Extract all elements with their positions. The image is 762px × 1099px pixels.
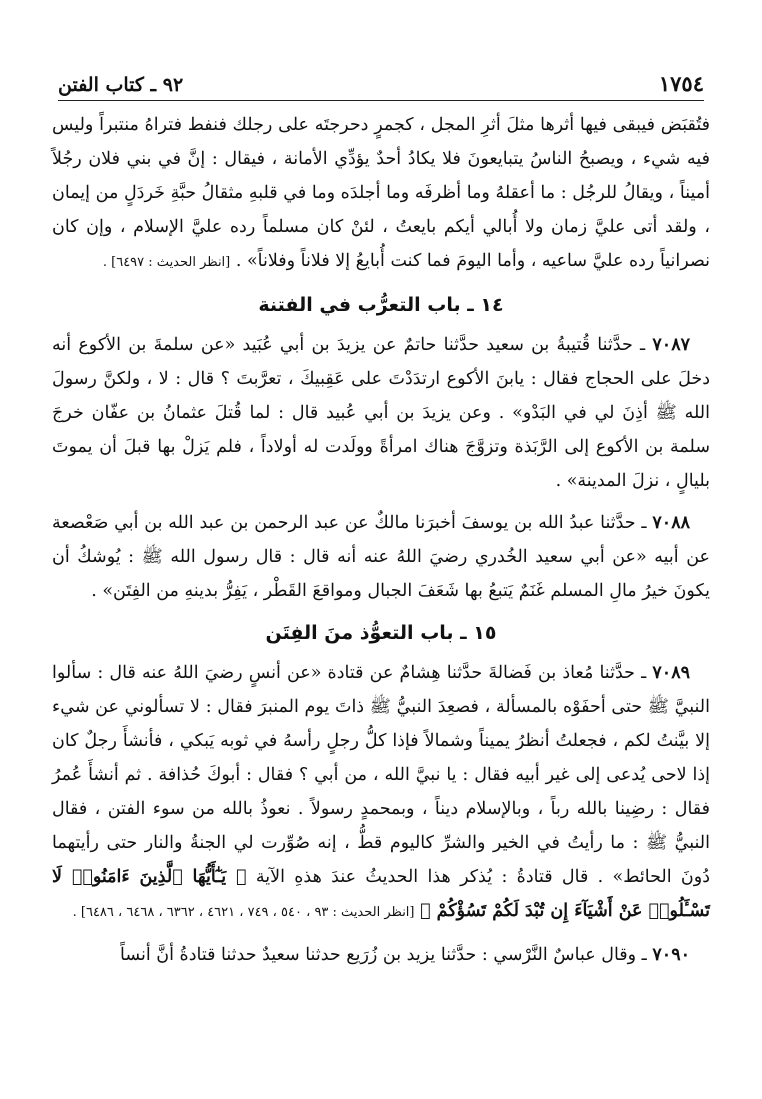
hadith-7088 — [52, 506, 710, 608]
hadith-number: ٧٠٨٨ — [652, 513, 690, 533]
page-content — [52, 108, 710, 972]
hadith-reference: [انظر الحديث : ٩٣ ، ٥٤٠ ، ٧٤٩ ، ٤٦٢١ ، ٦٣٦٢ ، ٦٤٦٨ ، ٦٤٨٦] . — [72, 905, 415, 920]
hadith-text: ـ حدَّثنا عبدُ الله بن يوسفَ أخبرَنا مالكٌ عن عبد الرحمن بن عبد الله بن أبي صَعْصعة عن أبيه «عن أبي سعيد الخُدري رضيَ اللهُ عنه أنه قال : قال رسول الله ﷺ : يُوشكُ أن يكونَ خيرُ مالِ المسلم غَنَمٌ يَتبعُ بها شَعَفَ الجبال ومواقعَ القَطْر ، يَفِرُّ بدينهِ من الفِتَن» . — [52, 513, 710, 601]
hadith-number: ٧٠٩٠ — [652, 945, 690, 965]
hadith-number: ٧٠٨٩ — [652, 663, 690, 683]
chapter-15-heading: ١٥ ـ باب التعوُّذ منَ الفِتَن — [265, 622, 497, 644]
hadith-7090 — [52, 938, 710, 972]
intro-text: فتُقبَض فيبقى فيها أثرها مثلَ أثرِ المجل ، كجمرٍ دحرجتَه على رجلك فنفط فتراهُ منتبراً وليس فيه شيء ، ويصبحُ الناسُ يتبايعونَ فلا يكادُ أحدٌ يؤدِّي الأمانة ، فيقال : إنَّ في بني فلان رجُلاً أميناً ، ويقالُ للرجُل : ما أعقلهُ وما أظرفَه وما أجلدَه وما في قلبهِ مثقالُ حبَّةِ خَردَلٍ من إيمان ، ولقد أتى عليَّ زمان ولا أُبالي أيكم بايعتُ ، لئنْ كان مسلماً رده عليَّ الإسلام ، وإن كان نصرانياً رده عليَّ ساعيه ، وأما اليومَ فما كنت أُبايعُ إلا فلاناً وفلاناً» . — [52, 115, 710, 271]
hadith-text: ـ حدَّثنا قُتيبةُ بن سعيد حدَّثنا حاتمٌ عن يزيدَ بن أبي عُبَيد «عن سلمةَ بن الأكوع أنه دخلَ على الحجاج فقال : يابنَ الأكوع ارتدَدْتَ على عَقِبيكَ ، تعرَّبتَ ؟ قال : لا ، ولكنَّ رسولَ الله ﷺ أذِنَ لي في البَدْو» . وعن يزيدَ بن أبي عُبيد قال : لما قُتلَ عثمانُ بن عفّان خرجَ سلمة بن الأكوع إلى الرَّبَذة وتزوَّجَ هناك امرأةً وولَدت له أولاداً ، فلم يَزلْ بها قبلَ أن يموتَ بليالٍ ، نزلَ المدينة» . — [52, 335, 710, 491]
hadith-text: ـ حدَّثنا مُعاذ بن فَضالةَ حدَّثنا هِشامٌ عن قتادة «عن أنسٍ رضيَ اللهُ عنه قال : سألوا النبيَّ ﷺ حتى أحفَوْه بالمسألة ، فصعِدَ النبيُّ ﷺ ذاتَ يوم المنبرَ فقال : لا تسألوني عن شيء إلا بيَّنتُ لكم ، فجعلتُ أنظرُ يميناً وشمالاً فإذا كلُّ رجلٍ رأسهُ في ثوبه يَبكي ، فأنشأَ رجلٌ كان إذا لاحى يُدعى إلى غير أبيه فقال : يا نبيَّ الله ، من أبي ؟ فقال : أبوكَ حُذافة . ثم أنشأَ عُمرُ فقال : رضِينا بالله رباً ، وبالإسلام ديناً ، وبمحمدٍ رسولاً . نعوذُ بالله من سوء الفتن ، فقال النبيُّ ﷺ : ما رأيتُ في الخير والشرِّ كاليوم قطُّ ، إنه صُوِّرت لي الجنةُ والنار حتى رأيتهما دُونَ الحائط» . قال قتادةُ : يُذكر هذا الحديثُ عندَ هذهِ الآية — [52, 663, 710, 887]
book-title: ٩٢ ـ كتاب الفتن — [58, 74, 184, 96]
hadith-7089 — [52, 656, 710, 930]
page-header — [58, 62, 704, 101]
intro-reference: [انظر الحديث : ٦٤٩٧] . — [102, 255, 231, 270]
hadith-text: ـ وقال عباسٌ النَّرْسي : حدَّثنا يزيد بن زُرَيع حدثنا سعيدٌ حدثنا قتادةُ أنَّ أنساً — [120, 945, 647, 965]
chapter-14-heading: ١٤ ـ باب التعرُّب في الفتنة — [258, 294, 504, 316]
intro-paragraph — [52, 108, 710, 280]
quran-verse: ﴿ يَـٰٓأَيُّهَا ٱلَّذِينَ ءَامَنُوا۟ لَا تَسْـَٔلُوا۟ عَنْ أَشْيَآءَ إِن تُبْدَ لَكُمْ تَسُؤْكُمْ ﴾ — [52, 867, 710, 921]
hadith-7087 — [52, 328, 710, 498]
hadith-number: ٧٠٨٧ — [652, 335, 690, 355]
page-number: ١٧٥٤ — [658, 71, 704, 96]
